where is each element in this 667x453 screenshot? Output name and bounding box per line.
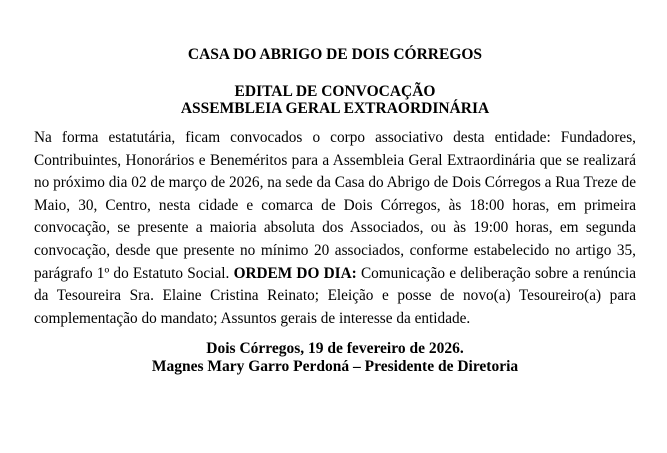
notice-body	[34, 127, 636, 330]
assembly-title: ASSEMBLEIA GERAL EXTRAORDINÁRIA	[180, 100, 490, 117]
agenda-label: ORDEM DO DIA:	[233, 264, 357, 282]
agenda-text: Comunicação e deliberação sobre a renúncia da Tesoureira Sra. Elaine Cristina Reinato; Eleição e posse de novo(a) Tesoureiro(a) para complementação do mandato; Assuntos gerais de interesse da entidade.	[34, 264, 636, 327]
notice-title: EDITAL DE CONVOCAÇÃO	[234, 83, 436, 100]
organization-name: CASA DO ABRIGO DE DOIS CÓRREGOS	[187, 46, 483, 63]
place-date: Dois Córregos, 19 de fevereiro de 2026.	[206, 340, 464, 357]
signer-name: Magnes Mary Garro Perdoná – Presidente de Diretoria	[151, 358, 519, 375]
notice-heading	[34, 83, 636, 117]
body-intro: Na forma estatutária, ficam convocados o corpo associativo desta entidade: Fundadores, Contribuintes, Honorários e Beneméritos para a Assembleia Geral Extraordinária que se realizará no próximo dia 02 de março de 2026, na sede da Casa do Abrigo de Dois Córregos a Rua Treze de Maio, 30, Centro, nesta cidade e comarca de Dois Córregos, às 18:00 horas, em primeira convocação, se presente a maioria absoluta dos Associados, ou às 19:00 horas, em segunda convocação, desde que presente no mínimo 20 associados, conforme estabelecido no artigo 35, parágrafo 1º do Estatuto Social.	[34, 129, 636, 282]
signature-block	[34, 340, 636, 376]
